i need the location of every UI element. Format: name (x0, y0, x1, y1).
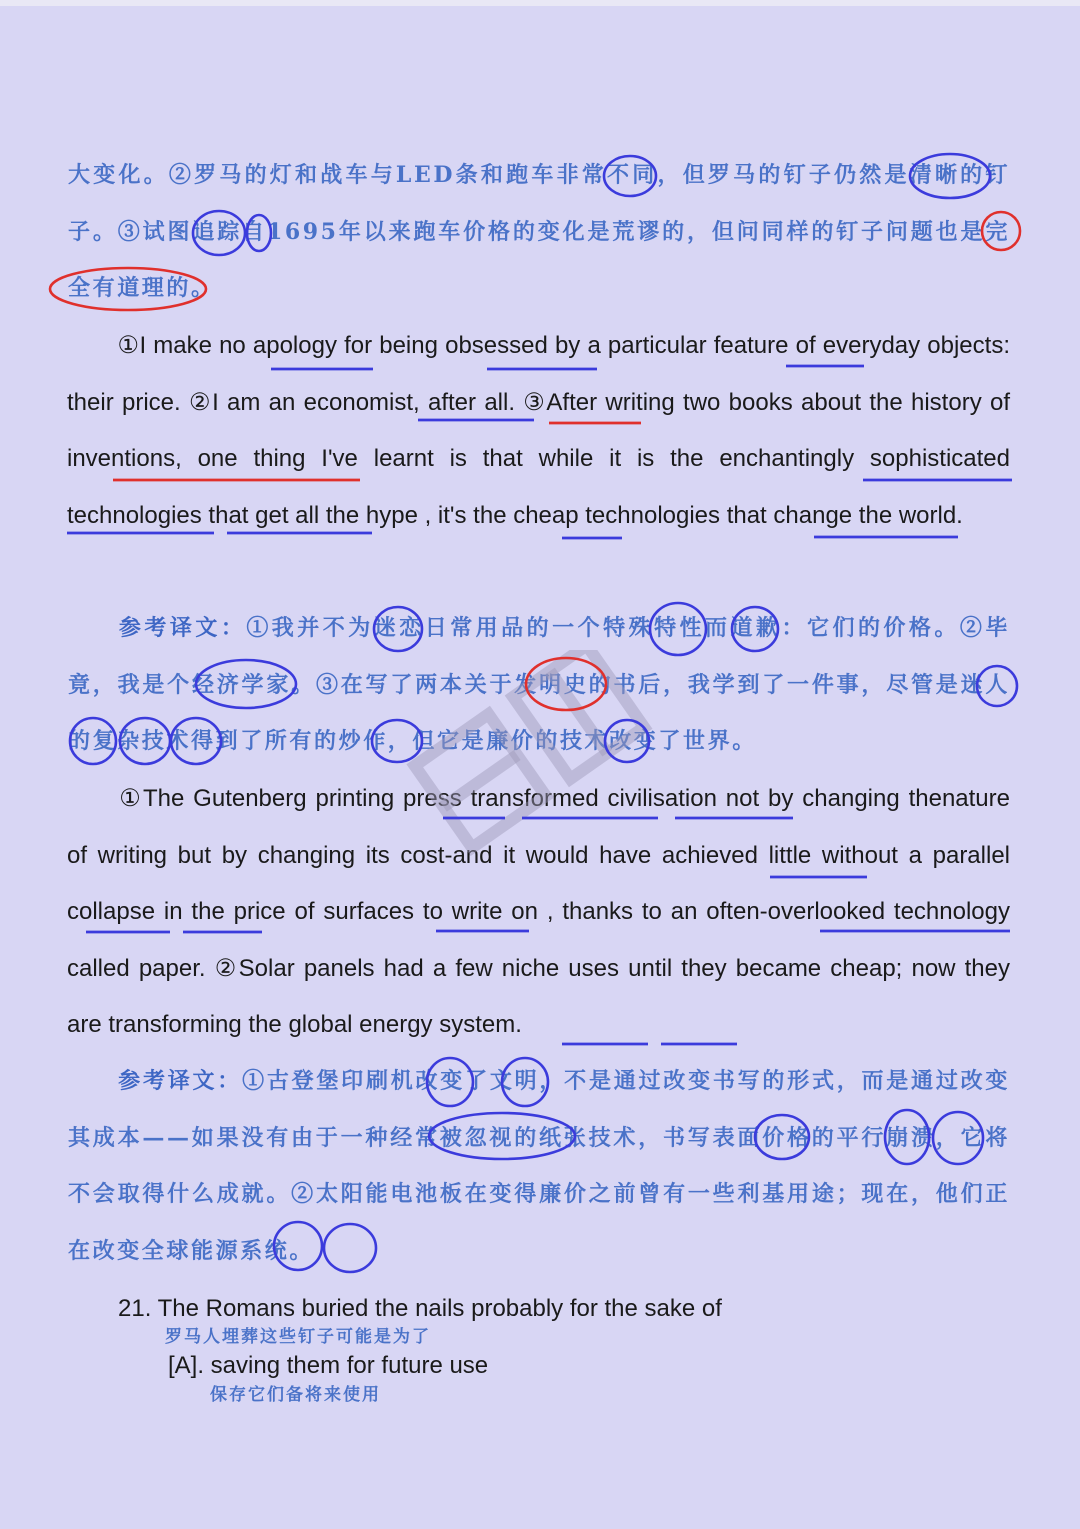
translation-text: 大变化。②罗马的灯和战车与LED条和跑车非常不同，但罗马的钉子仍然是清晰的钉子。③试图追踪自1695年以来跑车价格的变化是荒谬的，但问同样的钉子问题也是完全有道理的。 (68, 162, 1010, 301)
question-stem: 21. The Romans buried the nails probably for the sake of (118, 1295, 722, 1322)
reference-translation-label: 参考译文： (118, 1068, 243, 1094)
paragraph-text: ①The Gutenberg printing press transformed civilisation not by changing thenature of writing but by changing its cost-and it would have achieved little without a parallel collapse in the price of surfaces to write on , thanks to an often-overlooked technology called paper. ②Solar panels had a few niche uses until they became cheap; now they are transforming the global energy system. (67, 785, 1010, 1038)
english-paragraph-2 (67, 771, 1010, 1054)
translation-paragraph-1 (68, 147, 1010, 317)
translation-paragraph-2 (68, 600, 1010, 770)
option-a-translation: 保存它们备将来使用 (210, 1385, 381, 1405)
question-stem-translation: 罗马人埋葬这些钉子可能是为了 (165, 1327, 431, 1347)
translation-paragraph-3 (68, 1053, 1010, 1279)
option-a: [A]. saving them for future use (168, 1352, 489, 1379)
english-paragraph-1 (67, 318, 1010, 544)
paragraph-text: ①I make no apology for being obsessed by a particular feature of everyday objects: their price. ②I am an economist, after all. ③After writing two books about the history of inventions, one thing I've learnt is that while it is the enchantingly sophisticated technologies that get all the hype , it's the cheap technologies that change the world. (67, 332, 1010, 529)
reference-translation-label: 参考译文： (118, 615, 247, 641)
translation-text: ①我并不为迷恋日常用品的一个特殊特性而道歉：它们的价格。②毕竟，我是个经济学家。③在写了两本关于发明史的书后，我学到了一件事，尽管是迷人的复杂技术得到了所有的炒作，但它是廉价的技术改变了世界。 (68, 615, 1010, 754)
translation-text: ①古登堡印刷机改变了文明，不是通过改变书写的形式，而是通过改变其成本——如果没有由于一种经常被忽视的纸张技术，书写表面价格的平行崩溃，它将不会取得什么成就。②太阳能电池板在变得廉价之前曾有一些利基用途；现在，他们正在改变全球能源系统。 (68, 1068, 1010, 1264)
page-top-edge (0, 0, 1080, 6)
